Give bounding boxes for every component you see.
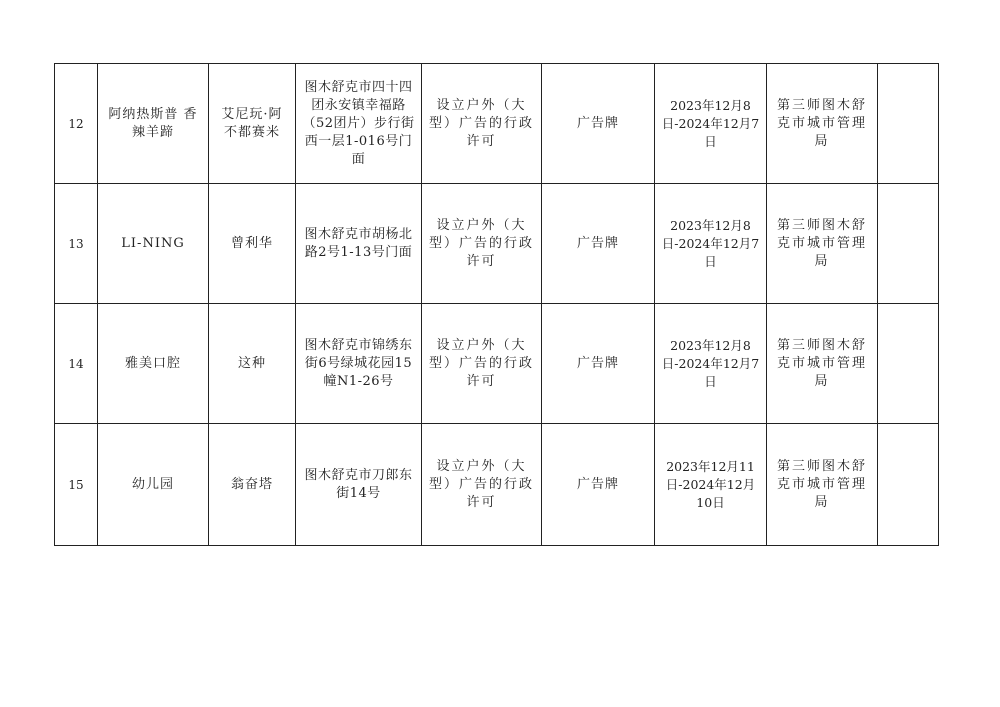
cell-address-text: 图木舒克市胡杨北路2号1-13号门面 bbox=[304, 226, 413, 260]
cell-remarks bbox=[878, 64, 939, 184]
cell-shop-name bbox=[98, 64, 209, 184]
cell-sign-type-text: 广告牌 bbox=[576, 115, 619, 131]
table-row bbox=[55, 424, 939, 546]
cell-sign-type bbox=[542, 64, 655, 184]
cell-authority-text: 第三师图木舒克市城市管理局 bbox=[776, 337, 867, 389]
cell-shop-name-text: LI-NING bbox=[121, 235, 185, 251]
cell-applicant bbox=[209, 64, 296, 184]
cell-applicant-text: 艾尼玩·阿不都赛米 bbox=[221, 106, 283, 140]
cell-applicant bbox=[209, 304, 296, 424]
cell-validity-period-text: 2023年12月11日-2024年12月10日 bbox=[665, 458, 756, 510]
cell-authority bbox=[767, 424, 878, 546]
cell-validity-period-text: 2023年12月8日-2024年12月7日 bbox=[661, 97, 760, 149]
cell-authority bbox=[767, 184, 878, 304]
cell-sign-type-text: 广告牌 bbox=[576, 235, 619, 251]
cell-shop-name-text: 阿纳热斯普 香辣羊蹄 bbox=[108, 106, 198, 140]
cell-sign-type-text: 广告牌 bbox=[576, 476, 619, 492]
cell-address bbox=[296, 64, 422, 184]
cell-shop-name-text: 幼儿园 bbox=[131, 476, 174, 492]
cell-shop-name bbox=[98, 424, 209, 546]
cell-address bbox=[296, 304, 422, 424]
table-row bbox=[55, 304, 939, 424]
cell-sign-type bbox=[542, 304, 655, 424]
cell-remarks bbox=[878, 424, 939, 546]
cell-address-text: 图木舒克市四十四团永安镇幸福路（52团片）步行街西一层1-016号门面 bbox=[302, 79, 415, 167]
table-row bbox=[55, 64, 939, 184]
cell-validity-period bbox=[655, 304, 767, 424]
cell-permit-item bbox=[422, 424, 542, 546]
permit-table bbox=[54, 63, 939, 546]
cell-number bbox=[55, 304, 98, 424]
cell-applicant-text: 翁奋塔 bbox=[230, 476, 273, 492]
cell-authority-text: 第三师图木舒克市城市管理局 bbox=[776, 458, 867, 510]
cell-permit-item-text: 设立户外（大型）广告的行政许可 bbox=[428, 458, 534, 510]
cell-number bbox=[55, 424, 98, 546]
cell-permit-item bbox=[422, 304, 542, 424]
cell-number bbox=[55, 64, 98, 184]
cell-number-text: 14 bbox=[68, 356, 84, 371]
cell-number-text: 13 bbox=[68, 236, 84, 251]
cell-number-text: 15 bbox=[68, 477, 84, 492]
cell-validity-period bbox=[655, 424, 767, 546]
cell-validity-period-text: 2023年12月8日-2024年12月7日 bbox=[661, 337, 760, 389]
cell-validity-period-text: 2023年12月8日-2024年12月7日 bbox=[661, 217, 760, 269]
cell-applicant-text: 曾利华 bbox=[230, 235, 273, 251]
cell-applicant bbox=[209, 424, 296, 546]
cell-authority-text: 第三师图木舒克市城市管理局 bbox=[776, 97, 867, 149]
table-row bbox=[55, 184, 939, 304]
cell-permit-item bbox=[422, 64, 542, 184]
cell-address bbox=[296, 424, 422, 546]
cell-shop-name bbox=[98, 304, 209, 424]
cell-remarks bbox=[878, 304, 939, 424]
cell-shop-name bbox=[98, 184, 209, 304]
cell-address bbox=[296, 184, 422, 304]
cell-permit-item bbox=[422, 184, 542, 304]
cell-number bbox=[55, 184, 98, 304]
cell-authority-text: 第三师图木舒克市城市管理局 bbox=[776, 217, 867, 269]
cell-remarks bbox=[878, 184, 939, 304]
cell-permit-item-text: 设立户外（大型）广告的行政许可 bbox=[428, 337, 534, 389]
cell-validity-period bbox=[655, 184, 767, 304]
cell-sign-type bbox=[542, 424, 655, 546]
cell-applicant bbox=[209, 184, 296, 304]
cell-sign-type-text: 广告牌 bbox=[576, 355, 619, 371]
cell-permit-item-text: 设立户外（大型）广告的行政许可 bbox=[428, 97, 534, 149]
cell-sign-type bbox=[542, 184, 655, 304]
cell-permit-item-text: 设立户外（大型）广告的行政许可 bbox=[428, 217, 534, 269]
cell-authority bbox=[767, 64, 878, 184]
cell-address-text: 图木舒克市刀郎东街14号 bbox=[304, 467, 413, 501]
cell-number-text: 12 bbox=[68, 116, 84, 131]
cell-validity-period bbox=[655, 64, 767, 184]
cell-authority bbox=[767, 304, 878, 424]
cell-shop-name-text: 雅美口腔 bbox=[124, 355, 181, 371]
cell-address-text: 图木舒克市锦绣东街6号绿城花园15幢N1-26号 bbox=[304, 337, 413, 389]
cell-applicant-text: 这种 bbox=[237, 355, 266, 371]
